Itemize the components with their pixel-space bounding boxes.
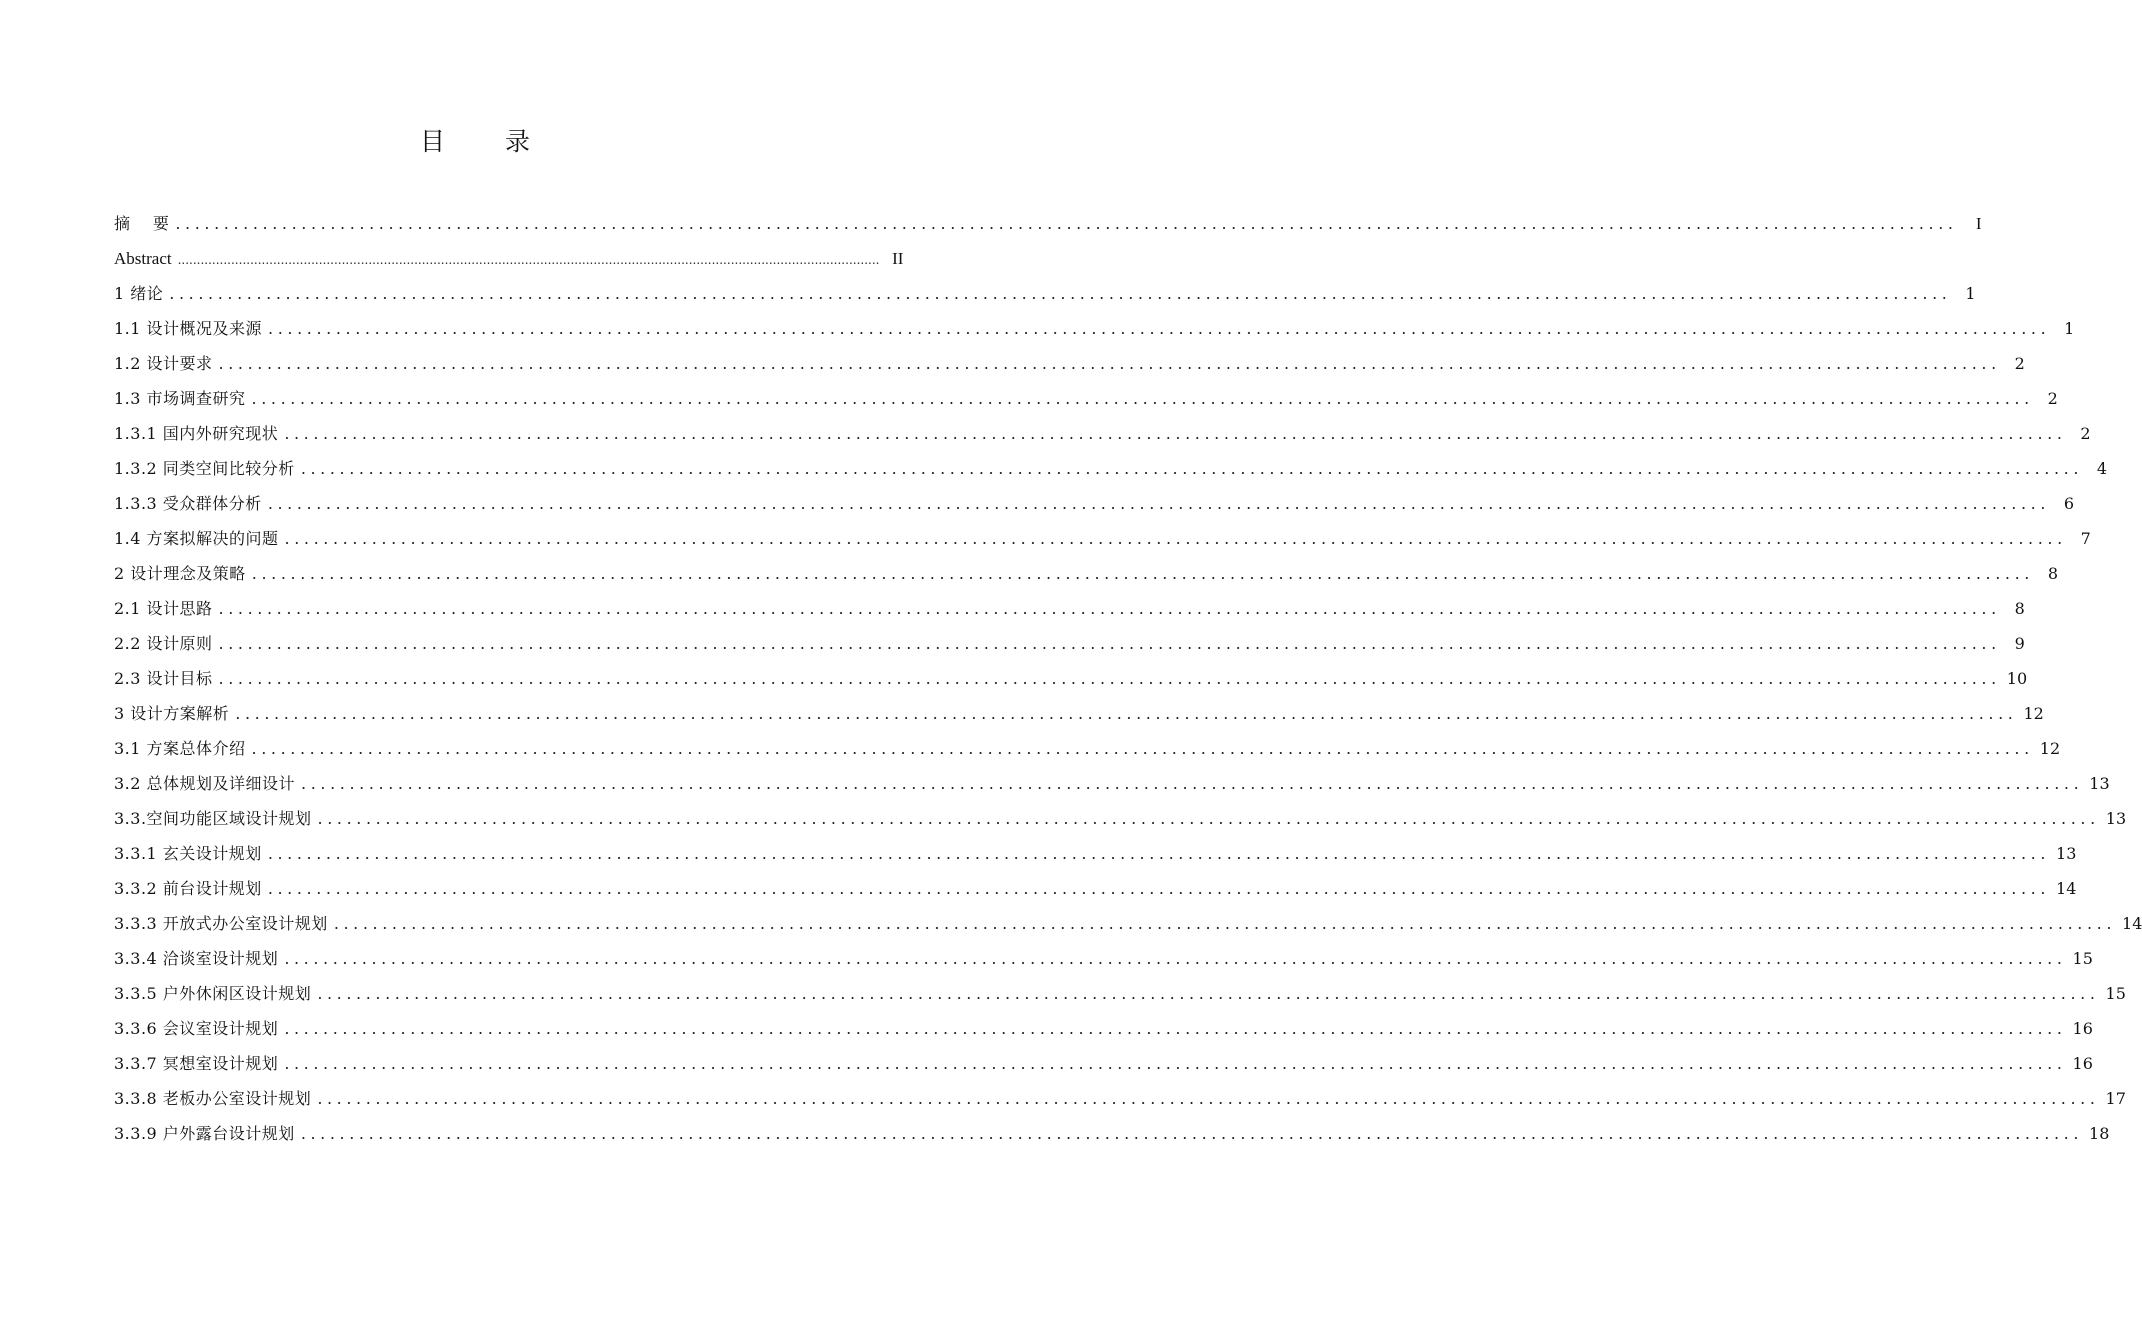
toc-leader: ........................................................................................................................................................................................ xyxy=(284,1054,2067,1073)
toc-entry[interactable] xyxy=(114,801,2127,836)
toc-leader: ........................................................................................................................................................................................ xyxy=(175,214,1958,233)
toc-leader: ........................................................................................................................................................................................ xyxy=(284,1019,2067,1038)
toc-entry[interactable] xyxy=(114,486,2075,521)
toc-entry[interactable] xyxy=(114,591,2025,626)
toc-leader: ........................................................................................................................................................................................ xyxy=(284,424,2067,443)
toc-entry[interactable] xyxy=(114,626,2025,661)
toc-entry[interactable] xyxy=(114,381,2058,416)
toc-leader: ........................................................................................................................................................................................ xyxy=(300,459,2084,478)
toc-entry[interactable] xyxy=(114,976,2126,1011)
toc-leader: ........................................................................................................................................................................................ xyxy=(251,739,2034,758)
toc-entry-page: 1 xyxy=(1965,284,1976,303)
toc-entry-page: 7 xyxy=(2080,529,2091,548)
toc-entry-label: 2.3 设计目标 xyxy=(114,669,213,688)
toc-entry[interactable] xyxy=(114,696,2044,731)
toc-entry-page: 9 xyxy=(2014,634,2025,653)
toc-entry-label: 3.3.6 会议室设计规划 xyxy=(114,1019,279,1038)
toc-entry-label: 3.3.9 户外露台设计规划 xyxy=(114,1124,295,1143)
toc-entry-label: 1.3 市场调查研究 xyxy=(114,389,246,408)
toc-entry-label: 3 设计方案解析 xyxy=(114,704,230,723)
toc-entry[interactable] xyxy=(114,766,2110,801)
toc-entry-label: 3.3.8 老板办公室设计规划 xyxy=(114,1089,312,1108)
toc-entry-page: 16 xyxy=(2072,1019,2093,1038)
toc-entry-page: 2 xyxy=(2080,424,2091,443)
toc-leader: ........................................................................................................................................................................................ xyxy=(317,809,2100,828)
toc-entry-page: 2 xyxy=(2014,354,2025,373)
toc-leader: ........................................................................................................................................................................................ xyxy=(177,253,880,267)
toc-entry-label: 1 绪论 xyxy=(114,284,164,303)
toc-leader: ........................................................................................................................................................................................ xyxy=(268,319,2051,338)
toc-leader: ........................................................................................................................................................................................ xyxy=(235,704,2018,723)
toc-leader: ........................................................................................................................................................................................ xyxy=(284,529,2067,548)
toc-entry-page: 16 xyxy=(2072,1054,2093,1073)
toc-leader: ........................................................................................................................................................................................ xyxy=(218,354,2001,373)
toc-entry-page: 4 xyxy=(2096,459,2108,478)
toc-entry-label: 2 设计理念及策略 xyxy=(114,564,246,583)
toc-entry-page: 1 xyxy=(2064,319,2075,338)
toc-entry-label: 3.3.空间功能区域设计规划 xyxy=(114,809,312,828)
toc-entry-label: 3.3.5 户外休闲区设计规划 xyxy=(114,984,312,1003)
toc-entry-label: 1.4 方案拟解决的问题 xyxy=(114,529,279,548)
toc-entry-label: 2.1 设计思路 xyxy=(114,599,213,618)
toc-entry-page: II xyxy=(892,249,904,268)
toc-leader: ........................................................................................................................................................................................ xyxy=(284,949,2067,968)
toc-entry-page: I xyxy=(1975,214,1982,233)
toc-entry[interactable] xyxy=(114,941,2093,976)
toc-entry-page: 10 xyxy=(2006,669,2028,688)
toc-entry[interactable] xyxy=(114,276,1976,311)
toc-entry-label: 1.3.2 同类空间比较分析 xyxy=(114,459,295,478)
toc-entry-page: 8 xyxy=(2014,599,2025,618)
toc-leader: ........................................................................................................................................................................................ xyxy=(169,284,1952,303)
toc-leader: ........................................................................................................................................................................................ xyxy=(317,1089,2100,1108)
toc-leader: ........................................................................................................................................................................................ xyxy=(300,1124,2084,1143)
toc-entry-page: 14 xyxy=(2056,879,2077,898)
toc-entry-page: 6 xyxy=(2063,494,2075,513)
toc-entry-label: 3.2 总体规划及详细设计 xyxy=(114,774,296,793)
toc-entry-page: 15 xyxy=(2072,949,2093,968)
toc-entry[interactable] xyxy=(114,416,2091,451)
toc-leader: ........................................................................................................................................................................................ xyxy=(333,914,2117,933)
toc-entry-label: 3.3.2 前台设计规划 xyxy=(114,879,262,898)
toc-entry[interactable] xyxy=(114,871,2077,906)
toc-entry-page: 15 xyxy=(2105,984,2126,1003)
toc-entry[interactable] xyxy=(114,906,2142,941)
toc-entry-label: 2.2 设计原则 xyxy=(114,634,213,653)
toc-entry-label: 1.3.1 国内外研究现状 xyxy=(114,424,279,443)
toc-entry-label: 1.2 设计要求 xyxy=(114,354,213,373)
toc-entry-page: 12 xyxy=(2039,739,2061,758)
toc-leader: ........................................................................................................................................................................................ xyxy=(251,564,2034,583)
toc-leader: ........................................................................................................................................................................................ xyxy=(251,389,2034,408)
toc-entry[interactable] xyxy=(114,521,2091,556)
toc-entry-page: 2 xyxy=(2047,389,2058,408)
toc-leader: ........................................................................................................................................................................................ xyxy=(218,599,2001,618)
toc-entry[interactable] xyxy=(114,241,904,276)
toc-entry-label: 1.1 设计概况及来源 xyxy=(114,319,263,338)
toc-entry[interactable] xyxy=(114,311,2075,346)
toc-entry-page: 18 xyxy=(2089,1124,2110,1143)
toc-entry-label: 3.3.1 玄关设计规划 xyxy=(114,844,262,863)
toc-entry-page: 17 xyxy=(2105,1089,2126,1108)
toc-entry-page: 13 xyxy=(2089,774,2110,793)
toc-entry-label: 3.1 方案总体介绍 xyxy=(114,739,246,758)
toc-entry-page: 12 xyxy=(2023,704,2044,723)
toc-entry-label: 1.3.3 受众群体分析 xyxy=(114,494,262,513)
toc-entry[interactable] xyxy=(114,661,2028,696)
toc-list xyxy=(114,206,2142,1151)
toc-entry-page: 14 xyxy=(2122,914,2142,933)
toc-entry-page: 13 xyxy=(2105,809,2127,828)
toc-entry[interactable] xyxy=(114,206,1982,241)
toc-entry[interactable] xyxy=(114,451,2108,486)
toc-entry[interactable] xyxy=(114,556,2058,591)
toc-leader: ........................................................................................................................................................................................ xyxy=(218,669,2001,688)
toc-entry-label: 3.3.3 开放式办公室设计规划 xyxy=(114,914,328,933)
toc-entry[interactable] xyxy=(114,1116,2110,1151)
toc-entry[interactable] xyxy=(114,836,2077,871)
toc-leader: ........................................................................................................................................................................................ xyxy=(317,984,2100,1003)
toc-entry-page: 13 xyxy=(2056,844,2077,863)
toc-entry[interactable] xyxy=(114,731,2061,766)
toc-entry-label: 3.3.7 冥想室设计规划 xyxy=(114,1054,279,1073)
toc-entry[interactable] xyxy=(114,346,2025,381)
toc-entry[interactable] xyxy=(114,1011,2093,1046)
toc-entry-page: 8 xyxy=(2047,564,2058,583)
toc-leader: ........................................................................................................................................................................................ xyxy=(267,879,2051,898)
toc-entry-label: 摘 要 xyxy=(114,214,170,233)
toc-leader: ........................................................................................................................................................................................ xyxy=(267,494,2051,513)
toc-leader: ........................................................................................................................................................................................ xyxy=(267,844,2051,863)
toc-entry-label: 3.3.4 洽谈室设计规划 xyxy=(114,949,279,968)
toc-title: 目 录 xyxy=(420,127,556,156)
toc-leader: ........................................................................................................................................................................................ xyxy=(301,774,2084,793)
toc-leader: ........................................................................................................................................................................................ xyxy=(218,634,2001,653)
toc-entry[interactable] xyxy=(114,1081,2126,1116)
toc-entry[interactable] xyxy=(114,1046,2093,1081)
toc-entry-label: Abstract xyxy=(114,249,172,268)
